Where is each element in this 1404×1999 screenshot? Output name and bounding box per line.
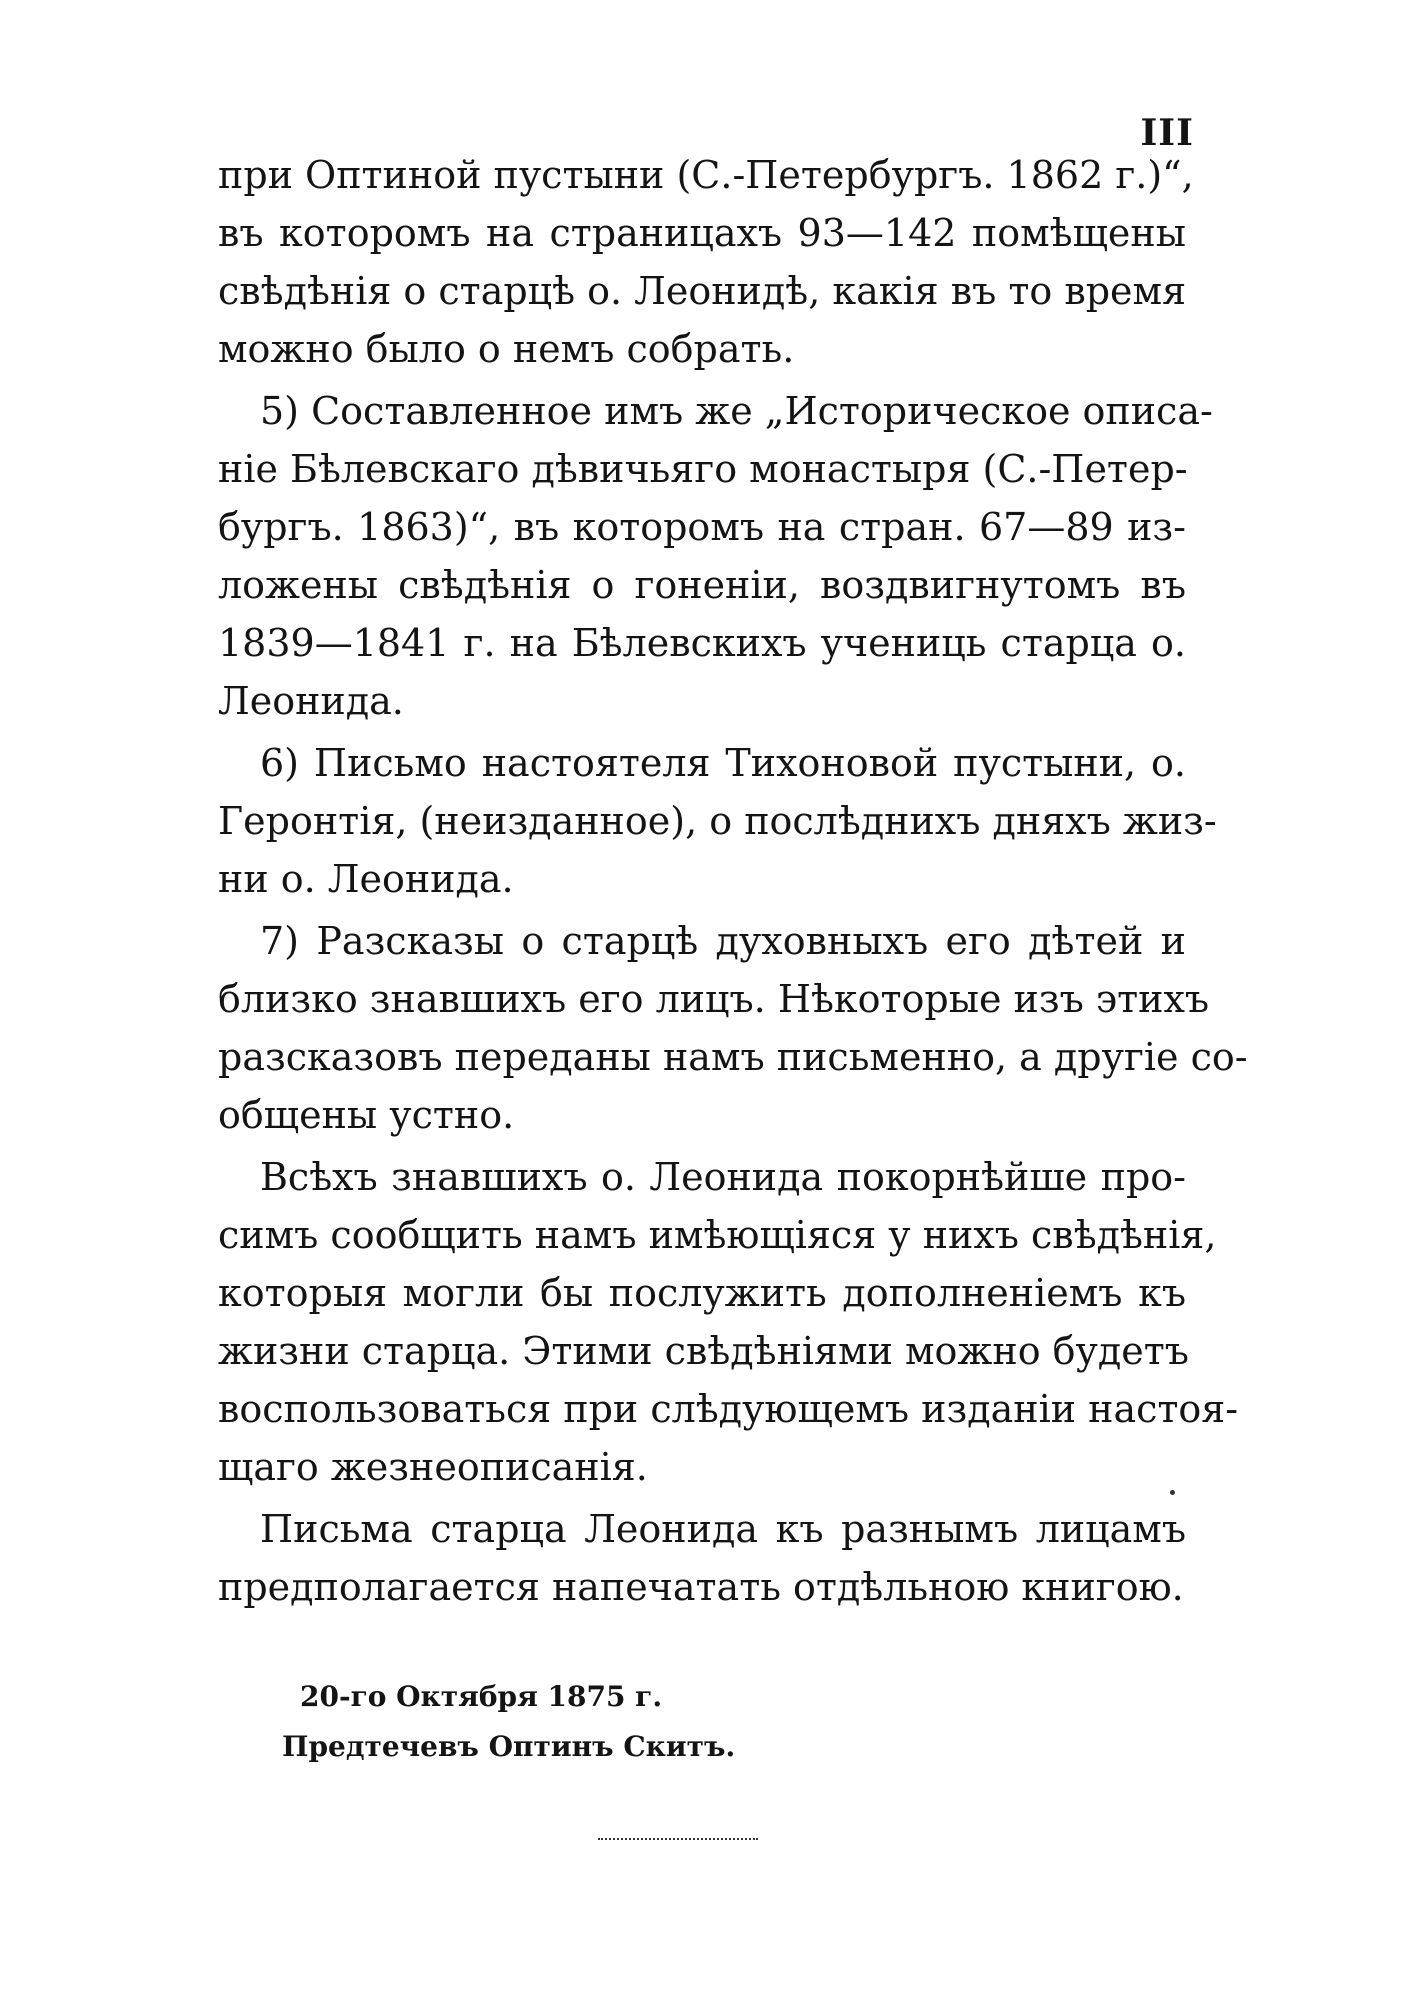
page-number: III: [1140, 112, 1194, 154]
text-line: можно было о немъ собрать.: [218, 327, 795, 371]
text-line: воспользоваться при слѣдующемъ изданіи настоя-: [218, 1387, 1239, 1431]
text-line: общены устно.: [218, 1093, 515, 1137]
text-line: ніе Бѣлевскаго дѣвичьяго монастыря (С.-Петер-: [218, 447, 1188, 491]
paragraph-item-6: [218, 734, 1217, 908]
text-line: 1839—1841 г. на Бѣлевскихъ учениць старца о.: [218, 621, 1186, 665]
paragraph-request: [218, 1148, 1239, 1496]
text-line: Леонида.: [218, 679, 404, 723]
text-line: щаго жезнеописанія.: [218, 1445, 648, 1489]
text-line: свѣдѣнія о старцѣ о. Леонидѣ, какія въ то время: [218, 269, 1187, 313]
text-line: Письма старца Леонида къ разнымъ лицамъ: [260, 1507, 1186, 1551]
text-line: 5) Составленное имъ же „Историческое описа-: [260, 389, 1213, 433]
text-line: симъ сообщить намъ имѣющіяся у нихъ свѣдѣнія,: [218, 1213, 1217, 1257]
end-ornament-divider: [598, 1838, 758, 1840]
text-line: которыя могли бы послужить дополненіемъ къ: [218, 1271, 1186, 1315]
text-line: при Оптиной пустыни (С.-Петербургъ. 1862 г.)“,: [218, 153, 1194, 197]
text-line: ни о. Леонида.: [218, 857, 514, 901]
paragraph-item-7: [218, 912, 1248, 1144]
text-line: ложены свѣдѣнія о гоненіи, воздвигнутомъ въ: [218, 563, 1186, 607]
signature-date: 20-го Октября 1875 г.: [300, 1680, 663, 1713]
text-line: предполагается напечатать отдѣльною книгою.: [218, 1565, 1184, 1609]
text-line: бургъ. 1863)“, въ которомъ на стран. 67—89 из-: [218, 505, 1186, 549]
text-line: Всѣхъ знавшихъ о. Леонида покорнѣйше про-: [260, 1155, 1186, 1199]
text-line: 7) Разсказы о старцѣ духовныхъ его дѣтей и: [260, 919, 1186, 963]
text-line: въ которомъ на страницахъ 93—142 помѣщены: [218, 211, 1186, 255]
text-line: близко знавшихъ его лицъ. Нѣкоторые изъ этихъ: [218, 977, 1210, 1021]
text-line: жизни старца. Этими свѣдѣніями можно будетъ: [218, 1329, 1189, 1373]
margin-mark: [1170, 1490, 1175, 1495]
text-line: Геронтія, (неизданное), о послѣднихъ дняхъ жиз-: [218, 799, 1217, 843]
paragraph-letters: [218, 1500, 1186, 1616]
text-line: разсказовъ переданы намъ письменно, а другіе со-: [218, 1035, 1248, 1079]
signature-block: [282, 1672, 736, 1772]
paragraph-item-5: [218, 382, 1213, 730]
paragraph-continuation: [218, 146, 1194, 378]
text-line: 6) Письмо настоятеля Тихоновой пустыни, о.: [260, 741, 1186, 785]
signature-place: Предтечевъ Оптинъ Скитъ.: [282, 1730, 736, 1763]
body-text: [218, 146, 1248, 1620]
